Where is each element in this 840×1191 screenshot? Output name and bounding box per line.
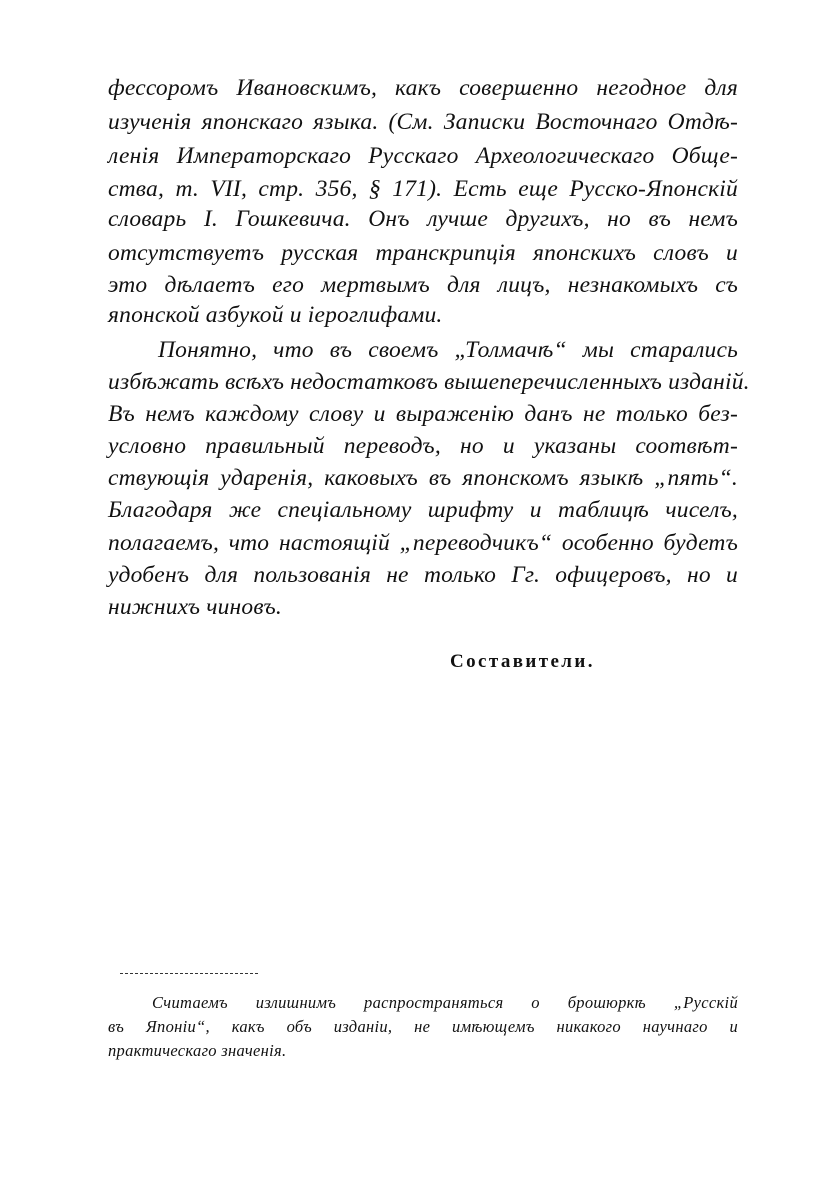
text-line: Благодаря же спеціальному шрифту и таблицѣ чиселъ,: [108, 497, 738, 523]
text-line: Въ немъ каждому слову и выраженію данъ не только без-: [108, 401, 738, 427]
footnote-line: практическаго значенія.: [108, 1041, 287, 1060]
footnote-line: въ Японіи“, какъ объ изданіи, не имѣющемъ никакого научнаго и: [108, 1017, 738, 1036]
text-line: это дѣлаетъ его мертвымъ для лицъ, незнакомыхъ съ: [108, 272, 738, 298]
signature: Составители.: [450, 651, 595, 672]
text-line: словарь І. Гошкевича. Онъ лучше другихъ, но въ немъ: [108, 206, 738, 232]
text-line: нижнихъ чиновъ.: [108, 594, 282, 620]
text-line: условно правильный переводъ, но и указаны соотвѣт-: [108, 433, 738, 459]
text-line: изученія японскаго языка. (См. Записки Восточнаго Отдѣ-: [108, 109, 738, 135]
text-line: фессоромъ Ивановскимъ, какъ совершенно негодное для: [108, 75, 738, 101]
text-line: отсутствуетъ русская транскрипція японскихъ словъ и: [108, 240, 738, 266]
text-line: удобенъ для пользованія не только Гг. офицеровъ, но и: [108, 562, 738, 588]
text-line: избѣжать всѣхъ недостатковъ вышеперечисленныхъ изданій.: [108, 369, 750, 395]
text-line: полагаемъ, что настоящій „переводчикъ“ особенно будетъ: [108, 530, 738, 556]
footnote-line: Считаемъ излишнимъ распространяться о брошюркѣ „Русскій: [152, 993, 738, 1012]
text-line: ленія Императорскаго Русскаго Археологическаго Обще-: [108, 143, 738, 169]
text-line: ства, т. VII, стр. 356, § 171). Есть еще Русско-Японскій: [108, 176, 738, 202]
text-line: японской азбукой и іероглифами.: [108, 302, 443, 328]
text-line: Понятно, что въ своемъ „Толмачѣ“ мы старались: [158, 337, 738, 363]
text-line: ствующія ударенія, каковыхъ въ японскомъ языкѣ „пять“.: [108, 465, 738, 491]
footnote-divider: [120, 973, 258, 974]
